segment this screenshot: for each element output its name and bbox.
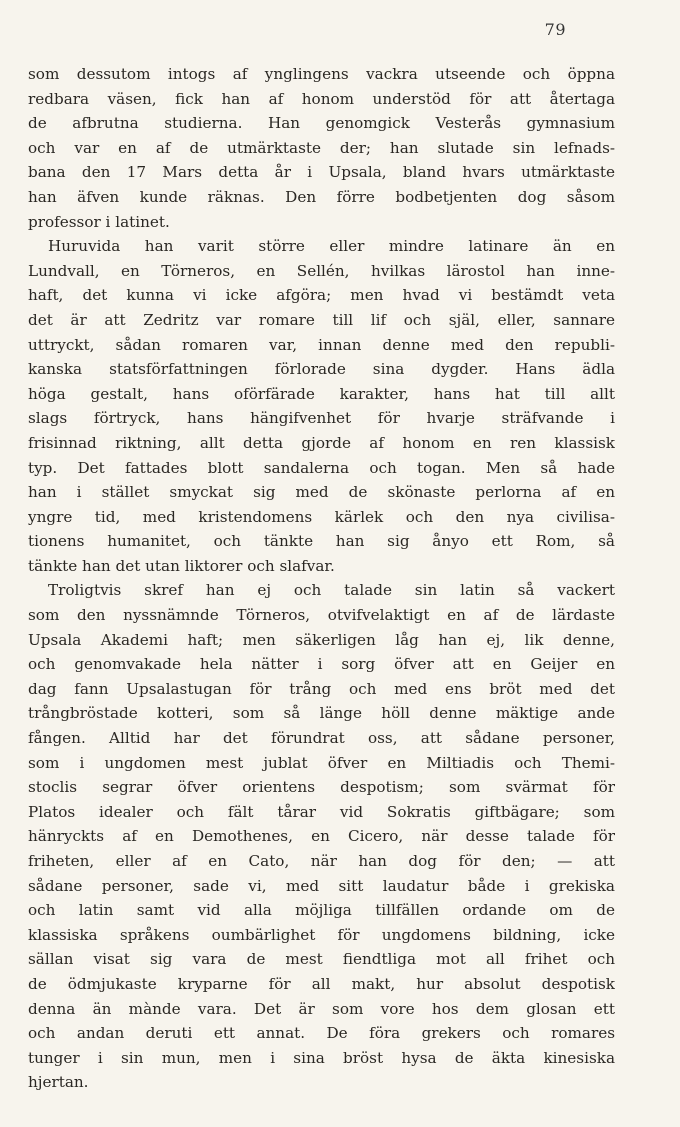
text-line: typ. Det fattades blott sandalerna och togan. Men så hade [28, 458, 615, 477]
text-line: professor i latinet. [28, 212, 170, 231]
text-line: han i stället smyckat sig med de skönaste perlorna af en [28, 483, 615, 502]
text-line: och genomvakade hela nätter i sorg öfver att en Geijer en [28, 655, 615, 674]
body-text [28, 62, 615, 1095]
text-line: kanska statsförfattningen förlorade sina dygder. Hans ädla [28, 360, 615, 379]
text-line: dag fann Upsalastugan för trång och med ens bröt med det [28, 679, 615, 698]
text-line: som den nyssnämnde Törneros, otvifvelaktigt en af de lärdaste [28, 606, 615, 625]
text-line: haft, det kunna vi icke afgöra; men hvad vi bestämdt veta [28, 286, 615, 305]
text-line: de afbrutna studierna. Han genomgick Vesterås gymnasium [28, 114, 615, 133]
text-line: och andan deruti ett annat. De föra grekers och romares [28, 1024, 615, 1043]
text-line: tunger i sin mun, men i sina bröst hysa de äkta kinesiska [28, 1048, 615, 1067]
text-line: Upsala Akademi haft; men säkerligen låg han ej, lik denne, [28, 630, 615, 649]
text-line: stoclis segrar öfver orientens despotism; som svärmat för [28, 778, 615, 797]
text-line: som dessutom intogs af ynglingens vackra utseende och öppna [28, 65, 615, 83]
text-line: trångbröstade kotteri, som så länge höll denne mäktige ande [28, 704, 615, 723]
text-line: höga gestalt, hans oförfärade karakter, hans hat till allt [28, 384, 615, 403]
text-line: Lundvall, en Törneros, en Sellén, hvilkas lärostol han inne- [28, 261, 615, 280]
text-line: redbara väsen, fick han af honom understöd för att återtaga [28, 89, 615, 108]
text-line: fången. Alltid har det förundrat oss, att sådane personer, [28, 729, 615, 748]
text-line: uttryckt, sådan romaren var, innan denne med den republi- [28, 335, 615, 354]
text-line: han äfven kunde räknas. Den förre bodbetjenten dog såsom [28, 187, 615, 206]
text-line: Huruvida han varit större eller mindre latinare än en [48, 237, 615, 256]
text-line: bana den 17 Mars detta år i Upsala, bland hvars utmärktaste [28, 163, 615, 182]
text-line: yngre tid, med kristendomens kärlek och den nya civilisa- [28, 507, 615, 526]
text-line: som i ungdomen mest jublat öfver en Miltiadis och Themi- [28, 753, 615, 772]
text-line: denna än mànde vara. Det är som vore hos dem glosan ett [28, 999, 615, 1018]
text-line: frisinnad riktning, allt detta gjorde af honom en ren klassisk [28, 433, 615, 452]
text-line: det är att Zedritz var romare till lif och själ, eller, sannare [28, 310, 615, 329]
text-line: de ödmjukaste kryparne för all makt, hur absolut despotisk [28, 974, 615, 993]
text-line: Platos idealer och fält tårar vid Sokratis giftbägare; som [28, 802, 615, 821]
page-number: 79 [544, 20, 566, 39]
text-line: slags förtryck, hans hängifvenhet för hvarje sträfvande i [28, 409, 615, 428]
text-line: och var en af de utmärktaste der; han slutade sin lefnads- [28, 138, 615, 157]
text-line: hänryckts af en Demothenes, en Cicero, när desse talade för [28, 827, 615, 846]
text-line: tionens humanitet, och tänkte han sig ånyo ett Rom, så [28, 532, 615, 551]
text-line: klassiska språkens oumbärlighet för ungdomens bildning, icke [28, 925, 615, 944]
text-line: hjertan. [28, 1073, 89, 1092]
text-line: och latin samt vid alla möjliga tillfällen ordande om de [28, 901, 615, 920]
text-line: tänkte han det utan liktorer och slafvar. [28, 556, 335, 575]
text-line: friheten, eller af en Cato, när han dog för den; — att [28, 852, 615, 870]
text-line: sällan visat sig vara de mest fiendtliga mot all frihet och [28, 950, 615, 969]
text-line: sådane personer, sade vi, med sitt laudatur både i grekiska [28, 876, 615, 895]
text-line: Troligtvis skref han ej och talade sin latin så vackert [48, 581, 615, 600]
